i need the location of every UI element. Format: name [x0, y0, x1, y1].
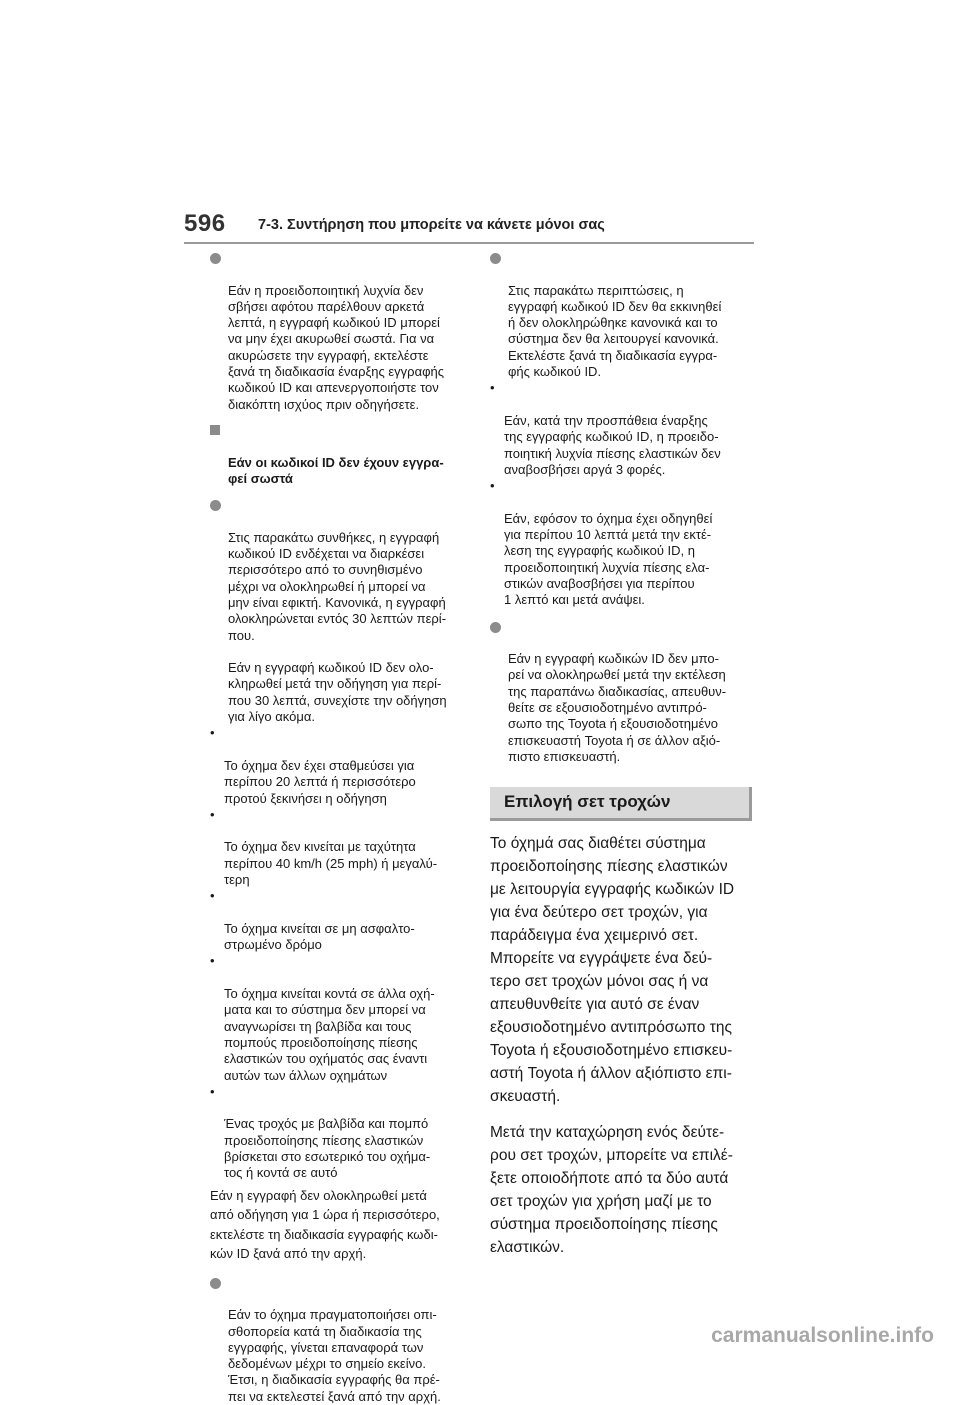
subsection-heading-text: Εάν οι κωδικοί ID δεν έχουν εγγρα- φεί σωστά [228, 454, 444, 486]
page-header [184, 206, 754, 246]
list-item [210, 953, 472, 1083]
bullet-mark: • [210, 725, 215, 741]
circle-bullet-icon [490, 253, 501, 264]
note-text: Εάν η προειδοποιητική λυχνία δεν σβήσει αφότου παρέλθουν αρκετά λεπτά, η εγγραφή κωδικού ID μπορεί να μην έχει ακυρωθεί σωστά. Για να ακυρώσετε την εγγραφή, εκτελέστε ξανά τη διαδικασία έναρξης εγγραφής κωδικού ID και απενεργοποιήστε τον διακόπτη ισχύος πριν οδηγήσετε. [228, 282, 445, 412]
list-item-text: Το όχημα δεν κινείται με ταχύτητα περίπου 40 km/h (25 mph) ή μεγαλύ- τερη [224, 839, 438, 887]
list-item-text: Το όχημα δεν έχει σταθμεύσει για περίπου 20 λεπτά ή περισσότερο προτού ξεκινήσει η οδήγηση [224, 757, 416, 806]
note-paragraph [210, 497, 472, 644]
header-divider [184, 242, 754, 244]
bullet-mark: • [490, 380, 495, 396]
list-item [210, 1084, 472, 1182]
body-paragraph: Εάν η εγγραφή δεν ολοκληρωθεί μετά από οδήγηση για 1 ώρα ή περισσότερο, εκτελέστε τη διαδικασία εγγραφής κωδι- κών ID ξανά από την αρχή. [210, 1187, 440, 1262]
note-text: Εάν η εγγραφή κωδικών ID δεν μπο- ρεί να ολοκληρωθεί μετά την εκτέλεση της παραπάνω διαδικασίας, απευθυν- θείτε σε εξουσιοδοτημένο αντιπρό- σωπο της Toyota ή εξουσιοδοτημένο επισκευαστή Toyota ή σε άλλον αξιό- πιστο επισκευαστή. [508, 651, 727, 764]
note-paragraph [490, 250, 752, 380]
note-paragraph [210, 250, 472, 413]
bullet-mark: • [210, 806, 215, 822]
list-item-text: Εάν, εφόσον το όχημα έχει οδηγηθεί για περίπου 10 λεπτά μετά την εκτέ- λεση της εγγραφής κωδικού ID, η προειδοποιητική λυχνία πίεσης ελα- στικών αναβοσβήσει για περίπου 1 λεπτό και μετά ανάψει. [504, 510, 713, 608]
bullet-mark: • [490, 478, 495, 494]
subsection-heading [210, 422, 472, 487]
circle-bullet-icon [490, 622, 501, 633]
bullet-mark: • [210, 888, 215, 904]
list-item [210, 807, 472, 888]
right-column [490, 250, 752, 1259]
bullet-mark: • [210, 953, 215, 969]
body-paragraph: Το όχημά σας διαθέτει σύστημα προειδοποίησης πίεσης ελαστικών με λειτουργία εγγραφής κωδικών ID για ένα δεύτερο σετ τροχών, για παράδειγμα ένα χειμερινό σετ. Μπορείτε να εγγράψετε ένα δεύ- τερο σετ τροχών μόνοι σας ή να απευθυνθείτε για αυτό σε έναν εξουσιοδοτημένο αντιπρόσωπο της Toyota ή εξουσιοδοτημένο επισκευ- αστή Toyota ή άλλον αξιόπιστο επι- σκευαστή. [490, 835, 735, 1106]
list-item-text: Το όχημα κινείται κοντά σε άλλα οχή- ματα και το σύστημα δεν μπορεί να αναγνωρίσει τη βαλβίδα και τους πομπούς προειδοποίησης πίεσης ελαστικών του οχήματός σας έναντι αυτών των άλλων οχημάτων [224, 986, 435, 1083]
note-text: Εάν το όχημα πραγματοποιήσει οπι- σθοπορεία κατά τη διαδικασία της εγγραφής, γίνεται επαναφορά των δεδομένων μέχρι το σημείο εκείνο. Έτσι, η διαδικασία εγγραφής θα πρέ- πει να εκτελεστεί ξανά από την αρχή. [228, 1307, 441, 1404]
watermark: carmanualsonline.info [711, 1324, 934, 1347]
circle-bullet-icon [210, 1278, 221, 1289]
square-bullet-icon [210, 425, 220, 435]
list-item [210, 888, 472, 953]
list-item-text: Ένας τροχός με βαλβίδα και πομπό προειδοποίησης πίεσης ελαστικών βρίσκεται στο εσωτερικό του οχήμα- τος ή κοντά σε αυτό [224, 1116, 431, 1181]
section-title: 7-3. Συντήρηση που μπορείτε να κάνετε μόνοι σας [258, 217, 605, 233]
list-item [490, 380, 752, 478]
note-continuation [210, 644, 472, 725]
note-text: Στις παρακάτω περιπτώσεις, η εγγραφή κωδικού ID δεν θα εκκινηθεί ή δεν ολοκληρώθηκε κανονικά και το σύστημα δεν θα λειτουργεί κανονικά. Εκτελέστε ξανά τη διαδικασία εγγρα- φής κωδικού ID. [508, 282, 722, 380]
bullet-mark: • [210, 1083, 215, 1099]
note-paragraph [490, 619, 752, 766]
note-text: Στις παρακάτω συνθήκες, η εγγραφή κωδικού ID ενδέχεται να διαρκέσει περισσότερο από το συνηθισμένο μέχρι να ολοκληρωθεί ή μπορεί να μην είναι εφικτή. Κανονικά, η εγγραφή ολοκληρώνεται εντός 30 λεπτών περί- που. [228, 529, 447, 643]
section-heading-box: Επιλογή σετ τροχών [490, 787, 752, 821]
note-paragraph [210, 1275, 472, 1405]
circle-bullet-icon [210, 253, 221, 264]
page-number: 596 [184, 210, 226, 237]
list-item-text: Το όχημα κινείται σε μη ασφαλτο- στρωμένο δρόμο [224, 920, 415, 953]
list-item-text: Εάν, κατά την προσπάθεια έναρξης της εγγραφής κωδικού ID, η προειδο- ποιητική λυχνία πίεσης ελαστικών δεν αναβοσβήσει αργά 3 φορές. [504, 412, 721, 477]
list-item [490, 478, 752, 608]
left-column [210, 250, 472, 1405]
body-paragraph: Μετά την καταχώρηση ενός δεύτε- ρου σετ τροχών, μπορείτε να επιλέ- ξετε οποιοδήποτε από τα δύο αυτά σετ τροχών για χρήση μαζί με το σύστημα προειδοποίησης πίεσης ελαστικών. [490, 1124, 733, 1257]
note-text: Εάν η εγγραφή κωδικού ID δεν ολο- κληρωθεί μετά την οδήγηση για περί- που 30 λεπτά, συνεχίστε την οδήγηση για λίγο ακόμα. [228, 660, 447, 725]
list-item [210, 725, 472, 806]
circle-bullet-icon [210, 500, 221, 511]
